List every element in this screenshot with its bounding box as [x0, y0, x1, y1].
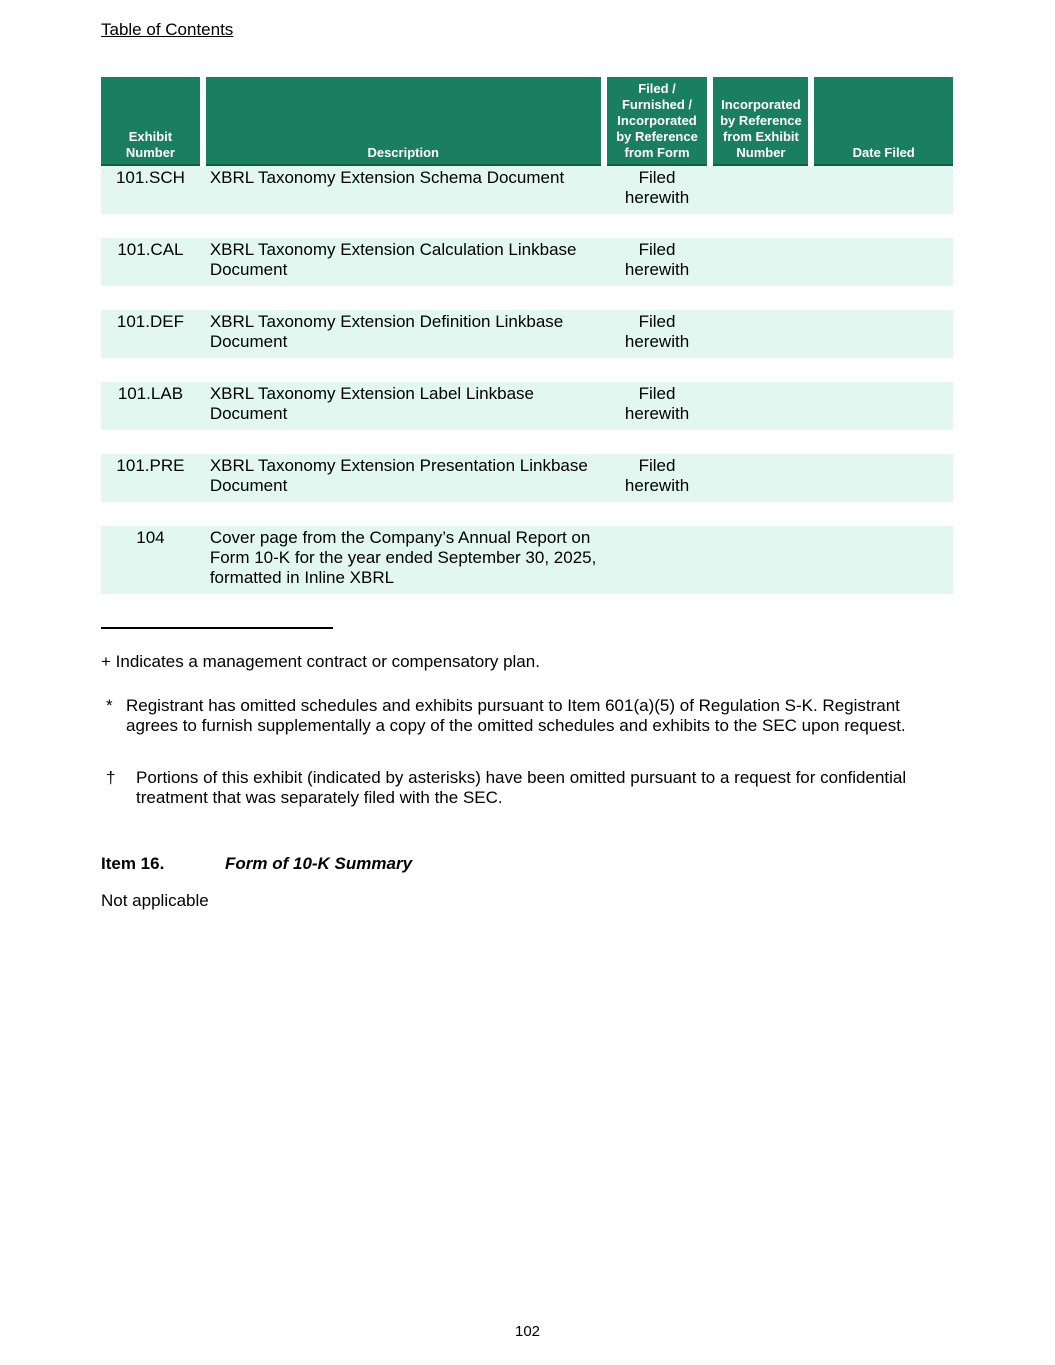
header-exhibit-number: Exhibit Number — [101, 77, 200, 166]
item-title: Form of 10-K Summary — [225, 854, 413, 873]
exhibit-incorporated — [713, 166, 808, 214]
exhibit-description: Cover page from the Company’s Annual Report on Form 10-K for the year ended September 30, 2025, formatted in Inline XBRL — [206, 526, 601, 594]
table-row — [101, 310, 953, 358]
exhibit-number: 101.PRE — [101, 454, 200, 502]
header-filed-form: Filed / Furnished / Incorporated by Reference from Form — [607, 77, 708, 166]
exhibit-incorporated — [713, 454, 808, 502]
exhibit-incorporated — [713, 238, 808, 286]
footnote-dagger — [101, 768, 953, 808]
footnote-plus: + Indicates a management contract or compensatory plan. — [101, 652, 540, 671]
exhibit-number: 101.LAB — [101, 382, 200, 430]
exhibit-filed — [607, 526, 708, 594]
exhibit-number: 101.SCH — [101, 166, 200, 214]
table-header-row — [101, 77, 953, 166]
item-label: Item 16. — [101, 854, 165, 873]
exhibit-filed: Filed herewith — [607, 454, 708, 502]
exhibit-incorporated — [713, 526, 808, 594]
exhibit-number: 104 — [101, 526, 200, 594]
item-body: Not applicable — [101, 891, 209, 910]
table-row — [101, 454, 953, 502]
exhibit-description: XBRL Taxonomy Extension Presentation Linkbase Document — [206, 454, 601, 502]
exhibit-date — [814, 526, 953, 594]
exhibit-incorporated — [713, 382, 808, 430]
exhibit-incorporated — [713, 310, 808, 358]
exhibit-date — [814, 382, 953, 430]
exhibit-description: XBRL Taxonomy Extension Schema Document — [206, 166, 601, 214]
footnote-dagger-symbol: † — [106, 768, 116, 787]
exhibit-filed: Filed herewith — [607, 166, 708, 214]
exhibit-filed: Filed herewith — [607, 238, 708, 286]
header-description: Description — [206, 77, 601, 166]
exhibit-filed: Filed herewith — [607, 382, 708, 430]
exhibit-date — [814, 166, 953, 214]
table-row — [101, 526, 953, 594]
table-row — [101, 166, 953, 214]
exhibit-description: XBRL Taxonomy Extension Definition Linkbase Document — [206, 310, 601, 358]
exhibit-date — [814, 238, 953, 286]
page-number: 102 — [514, 1323, 541, 1340]
exhibit-description: XBRL Taxonomy Extension Label Linkbase Document — [206, 382, 601, 430]
exhibit-number: 101.CAL — [101, 238, 200, 286]
header-incorporated-exhibit: Incorporated by Reference from Exhibit Number — [713, 77, 808, 166]
exhibit-description: XBRL Taxonomy Extension Calculation Linkbase Document — [206, 238, 601, 286]
exhibit-number: 101.DEF — [101, 310, 200, 358]
footnote-star-text: Registrant has omitted schedules and exhibits pursuant to Item 601(a)(5) of Regulation S-K. Registrant agrees to furnish supplementally a copy of the omitted schedules and exhibits to the SEC upon request. — [126, 696, 906, 735]
footnote-divider — [101, 627, 333, 629]
footnote-star-symbol: * — [106, 696, 113, 715]
exhibit-date — [814, 310, 953, 358]
exhibit-table — [101, 77, 953, 594]
footnote-dagger-text: Portions of this exhibit (indicated by asterisks) have been omitted pursuant to a request for confidential treatment that was separately filed with the SEC. — [136, 768, 907, 807]
table-row — [101, 382, 953, 430]
table-row — [101, 238, 953, 286]
header-date-filed: Date Filed — [814, 77, 953, 166]
exhibit-date — [814, 454, 953, 502]
footnote-star — [101, 696, 953, 736]
exhibit-filed: Filed herewith — [607, 310, 708, 358]
table-of-contents-link[interactable]: Table of Contents — [101, 20, 234, 39]
